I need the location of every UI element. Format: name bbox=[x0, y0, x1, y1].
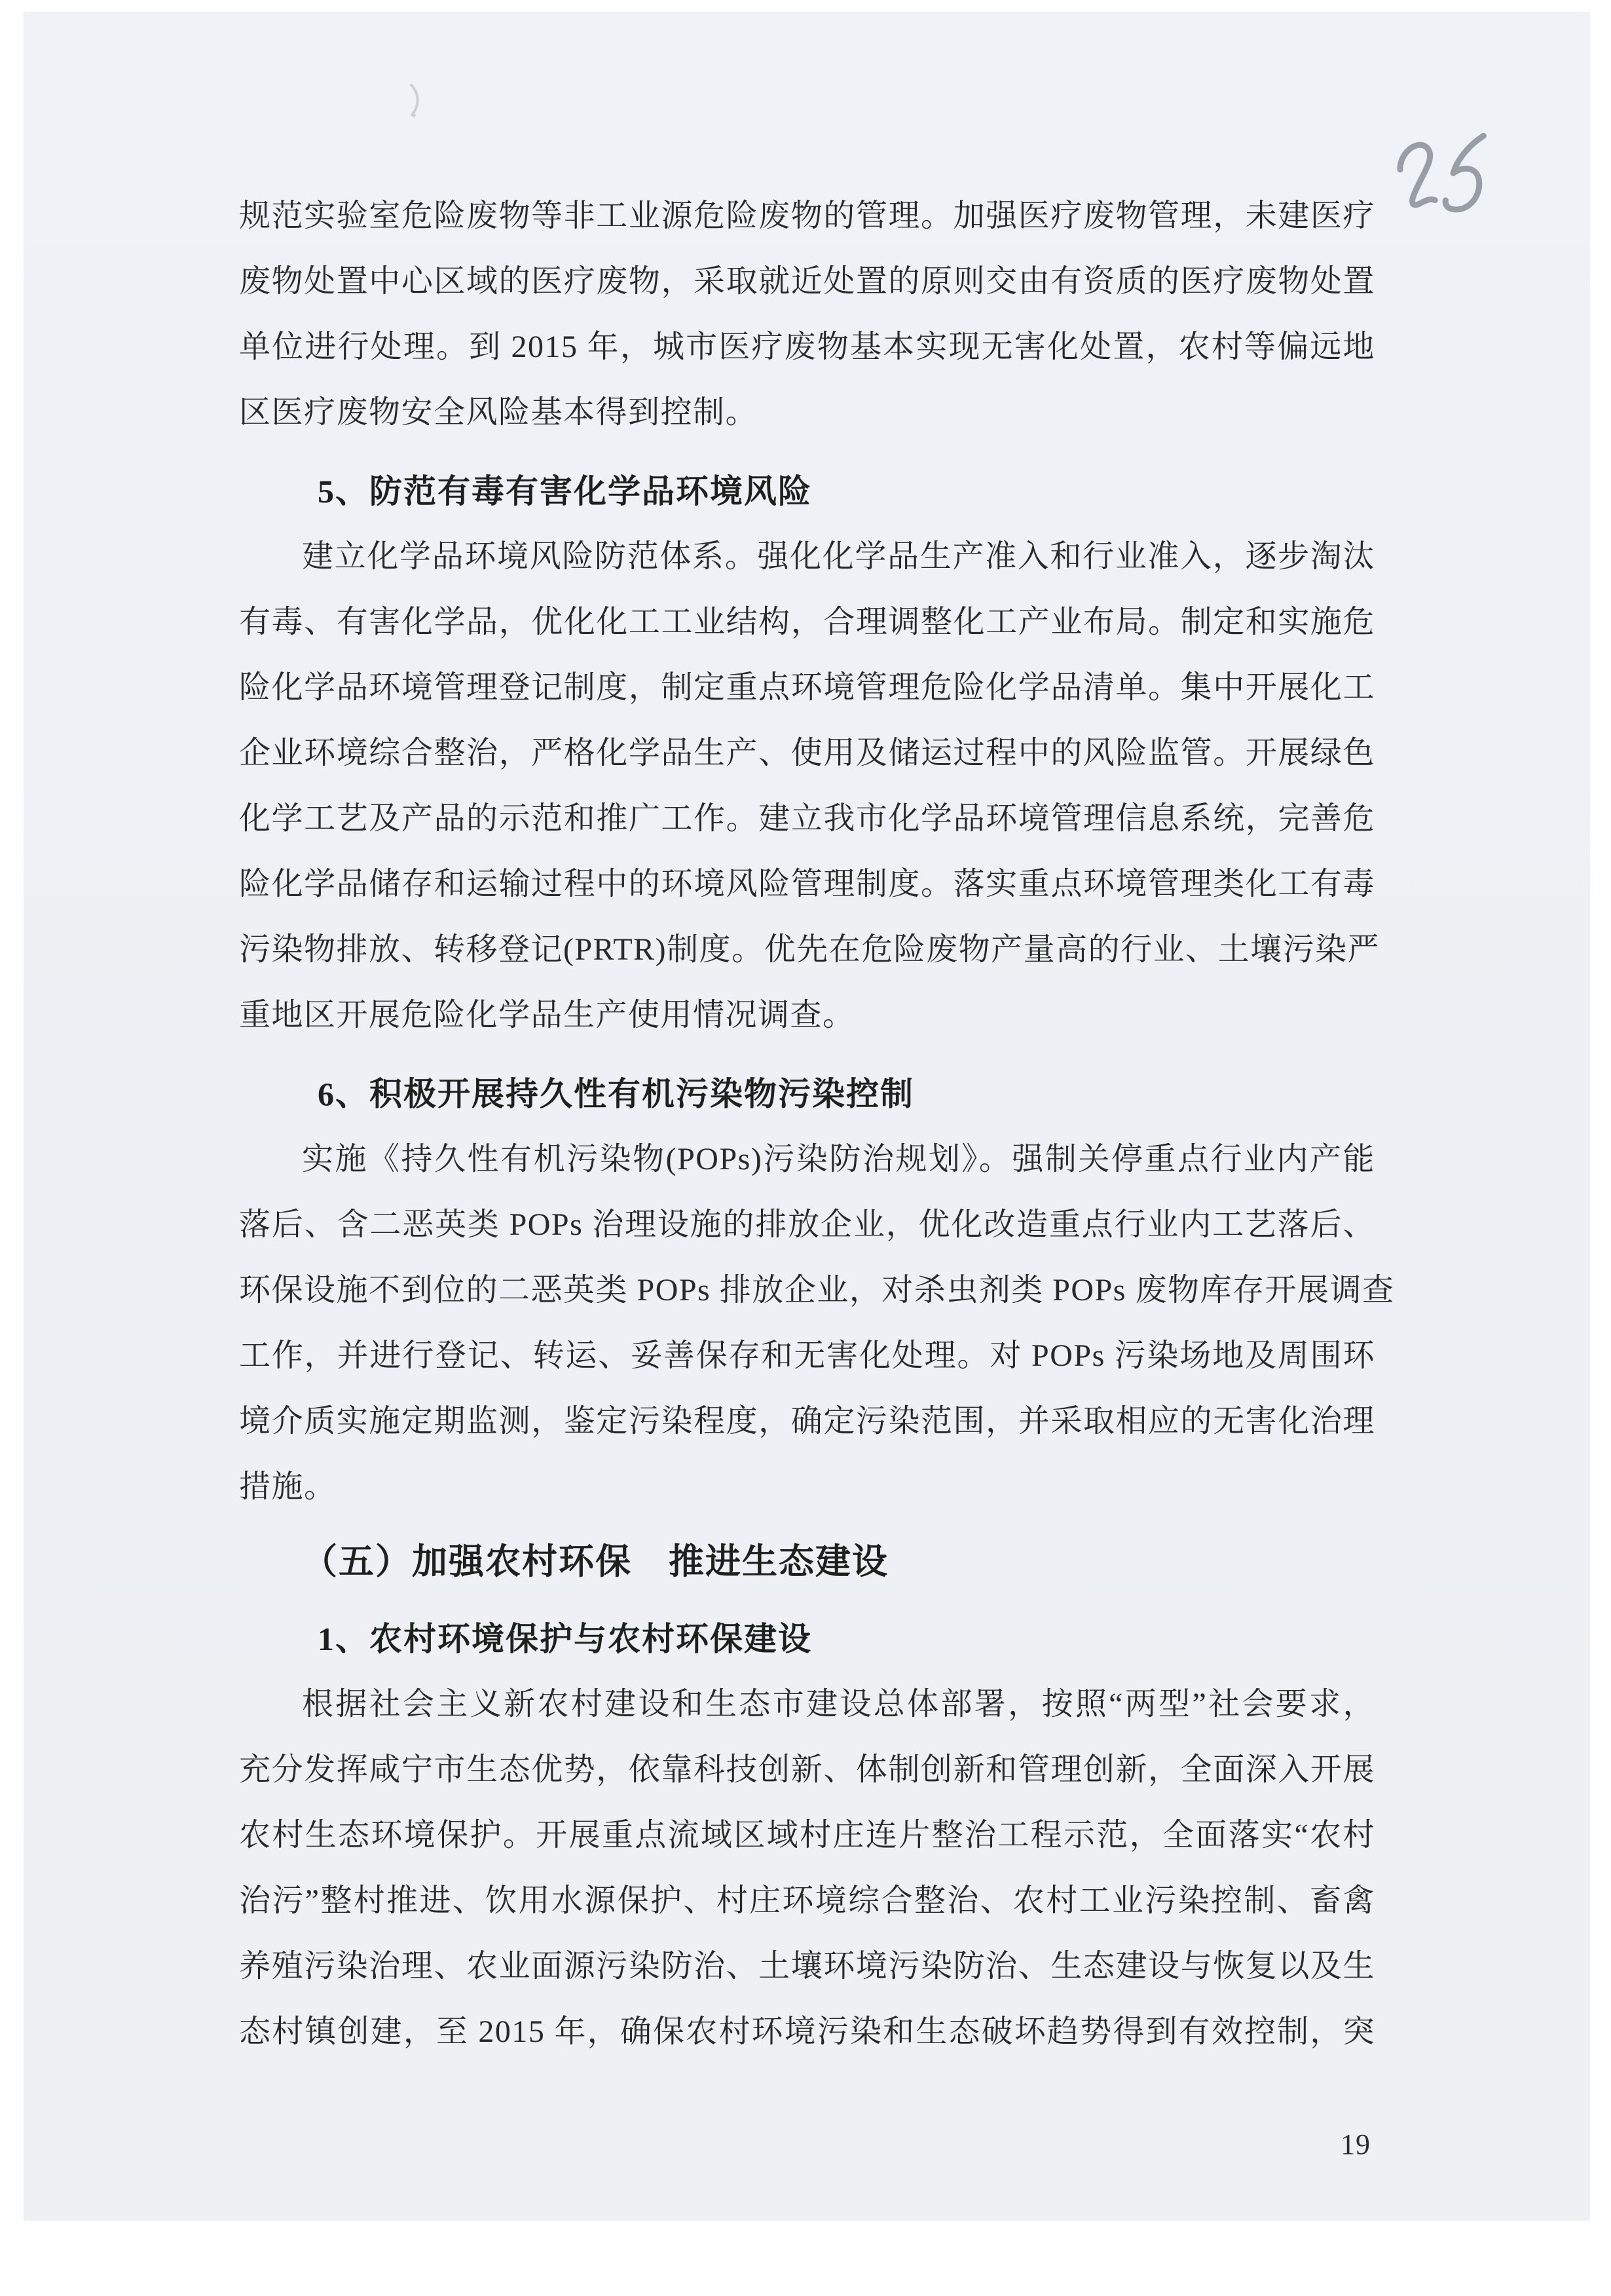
text-line: 落后、含二恶英类 POPs 治理设施的排放企业，优化改造重点行业内工艺落后、 bbox=[239, 1207, 1375, 1242]
text-line: 有毒、有害化学品，优化化工工业结构，合理调整化工产业布局。制定和实施危 bbox=[239, 605, 1375, 639]
text-line: 区医疗废物安全风险基本得到控制。 bbox=[239, 395, 758, 430]
paragraph bbox=[239, 524, 1380, 1048]
stray-pen-mark bbox=[409, 83, 424, 119]
text-line: 实施《持久性有机污染物(POPs)污染防治规划》。强制关停重点行业内产能 bbox=[302, 1142, 1375, 1176]
text-line: 养殖污染治理、农业面源污染防治、土壤环境污染防治、生态建设与恢复以及生 bbox=[239, 1949, 1375, 1984]
text-line: 境介质实施定期监测，鉴定污染程度，确定污染范围，并采取相应的无害化治理 bbox=[239, 1404, 1375, 1439]
scanned-page bbox=[24, 12, 1590, 2221]
text-line: 治污”整村推进、饮用水源保护、村庄环境综合整治、农村工业污染控制、畜禽 bbox=[239, 1883, 1375, 1918]
text-block bbox=[239, 183, 1395, 2065]
text-line: 根据社会主义新农村建设和生态市建设总体部署，按照“两型”社会要求， bbox=[302, 1687, 1375, 1722]
handwritten-25-mark bbox=[1385, 110, 1528, 248]
paragraph bbox=[239, 183, 1375, 445]
text-line: 环保设施不到位的二恶英类 POPs 排放企业，对杀虫剂类 POPs 废物库存开展调查 bbox=[239, 1273, 1395, 1308]
numbered-heading: 5、防范有毒有害化学品环境风险 bbox=[318, 473, 812, 510]
page-number: 19 bbox=[1341, 2128, 1371, 2160]
text-line: 工作，并进行登记、转运、妥善保存和无害化处理。对 POPs 污染场地及周围环 bbox=[239, 1338, 1375, 1373]
text-line: 充分发挥咸宁市生态优势，依靠科技创新、体制创新和管理创新，全面深入开展 bbox=[239, 1752, 1375, 1787]
text-line: 污染物排放、转移登记(PRTR)制度。优先在危险废物产量高的行业、土壤污染严 bbox=[239, 932, 1380, 967]
paragraph bbox=[239, 1127, 1395, 1520]
text-line: 险化学品储存和运输过程中的环境风险管理制度。落实重点环境管理类化工有毒 bbox=[239, 867, 1375, 901]
numbered-heading: 6、积极开展持久性有机污染物污染控制 bbox=[318, 1076, 914, 1112]
section-heading: （五）加强农村环保 推进生态建设 bbox=[302, 1542, 889, 1581]
text-line: 企业环境综合整治，严格化学品生产、使用及储运过程中的风险监管。开展绿色 bbox=[239, 736, 1375, 770]
text-line: 单位进行处理。到 2015 年，城市医疗废物基本实现无害化处置，农村等偏远地 bbox=[239, 329, 1375, 364]
text-line: 重地区开展危险化学品生产使用情况调查。 bbox=[239, 998, 855, 1032]
text-line: 险化学品环境管理登记制度，制定重点环境管理危险化学品清单。集中开展化工 bbox=[239, 670, 1375, 705]
text-line: 农村生态环境保护。开展重点流域区域村庄连片整治工程示范，全面落实“农村 bbox=[239, 1818, 1375, 1853]
numbered-heading: 1、农村环境保护与农村环保建设 bbox=[318, 1621, 812, 1657]
text-line: 措施。 bbox=[239, 1469, 337, 1504]
text-line: 态村镇创建，至 2015 年，确保农村环境污染和生态破坏趋势得到有效控制，突 bbox=[239, 2014, 1375, 2049]
text-line: 建立化学品环境风险防范体系。强化化学品生产准入和行业准入，逐步淘汰 bbox=[302, 539, 1375, 574]
paragraph bbox=[239, 1672, 1375, 2065]
text-line: 废物处置中心区域的医疗废物，采取就近处置的原则交由有资质的医疗废物处置 bbox=[239, 264, 1375, 299]
text-line: 化学工艺及产品的示范和推广工作。建立我市化学品环境管理信息系统，完善危 bbox=[239, 801, 1375, 836]
text-line: 规范实验室危险废物等非工业源危险废物的管理。加强医疗废物管理，未建医疗 bbox=[239, 198, 1375, 233]
